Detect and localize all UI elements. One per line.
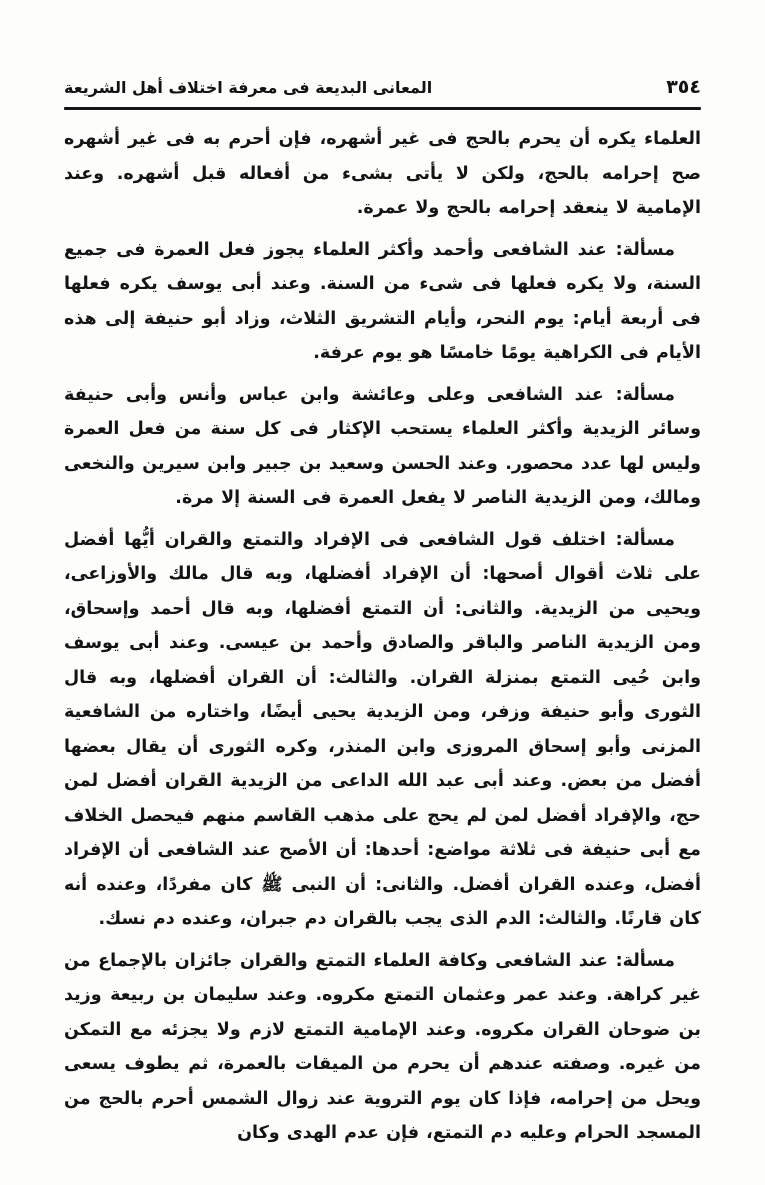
paragraph-text: عند الشافعى وأحمد وأكثر العلماء يجوز فعل العمرة فى جميع السنة، ولا يكره فعلها فى شىء من السنة. وعند أبى يوسف يكره فعلها فى أربعة أيام: يوم النحر، وأيام التشريق الثلاث، وزاد أبو حنيفة إلى هذه الأيام فى الكراهية يومًا خامسًا هو يوم عرفة. — [64, 239, 701, 363]
masala-label: مسألة: — [615, 239, 675, 260]
page-body — [64, 122, 701, 1151]
masala-paragraph — [64, 523, 701, 937]
masala-paragraph — [64, 944, 701, 1151]
page-header — [64, 76, 701, 110]
paragraph-text: اختلف قول الشافعى فى الإفراد والتمتع والقران أيُّها أفضل على ثلاث أقوال أصحها: أن الإفراد أفضلها، وبه قال مالك والأوزاعى، ويحيى من الزيدية. والثانى: أن التمتع أفضلها، وبه قال أحمد وإسحاق، ومن الزيدية الناصر والباقر والصادق وأحمد بن عيسى. وعند أبى يوسف وابن حُيى التمتع بمنزلة القران. والثالث: أن القران أفضلها، وبه قال الثورى وأبو حنيفة وزفر، ومن الزيدية يحيى أيضًا، واختاره من الشافعية المزنى وأبو إسحاق المروزى وابن المنذر، وكره الثورى أن يقال بعضها أفضل من بعض. وعند أبى عبد الله الداعى من الزيدية القران أفضل لمن حج، والإفراد أفضل لمن لم يحج على مذهب القاسم منهم فيحصل الخلاف مع أبى حنيفة فى ثلاثة مواضع: أحدها: أن الأصح عند الشافعى أن الإفراد أفضل، وعنده القران أفضل. والثانى: أن النبى ﷺ كان مفردًا، وعنده أنه كان قارنًا. والثالث: الدم الذى يجب بالقران دم جبران، وعنده دم نسك. — [64, 529, 701, 929]
paragraph-text: العلماء يكره أن يحرم بالحج فى غير أشهره، فإن أحرم به فى غير أشهره صح إحرامه بالحج، ولكن لا يأتى بشىء من أفعاله قبل أشهره. وعند الإمامية لا ينعقد إحرامه بالحج ولا عمرة. — [64, 129, 701, 218]
continuation-paragraph — [64, 122, 701, 226]
masala-label: مسألة: — [615, 950, 676, 971]
paragraph-text: عند الشافعى وكافة العلماء التمتع والقران جائزان بالإجماع من غير كراهة. وعند عمر وعثمان التمتع مكروه. وعند سليمان بن ربيعة وزيد بن ضوحان القران مكروه. وعند الإمامية التمتع لازم ولا يجزئه مع التمكن من غيره. وصفته عندهم أن يحرم من الميقات بالعمرة، ثم يطوف يسعى ويحل من إحرامه، فإذا كان يوم التروية عند زوال الشمس أحرم بالحج من المسجد الحرام وعليه دم التمتع، فإن عدم الهدى وكان — [64, 950, 701, 1143]
masala-label: مسألة: — [615, 529, 675, 550]
running-head — [64, 76, 701, 98]
masala-paragraph — [64, 378, 701, 516]
running-title: المعانى البديعة فى معرفة اختلاف أهل الشريعة — [64, 78, 433, 97]
paragraph-text: عند الشافعى وعلى وعائشة وابن عباس وأنس وأبى حنيفة وسائر الزيدية وأكثر العلماء يستحب الإكثار فى كل سنة من فعل العمرة وليس لها عدد محصور. وعند الحسن وسعيد بن جبير وابن سيرين والنخعى ومالك، ومن الزيدية الناصر لا يفعل العمرة فى السنة إلا مرة. — [64, 384, 701, 508]
masala-label: مسألة: — [615, 384, 675, 405]
page-number: ٣٥٤ — [666, 76, 701, 98]
masala-paragraph — [64, 233, 701, 371]
header-rule — [64, 107, 701, 110]
